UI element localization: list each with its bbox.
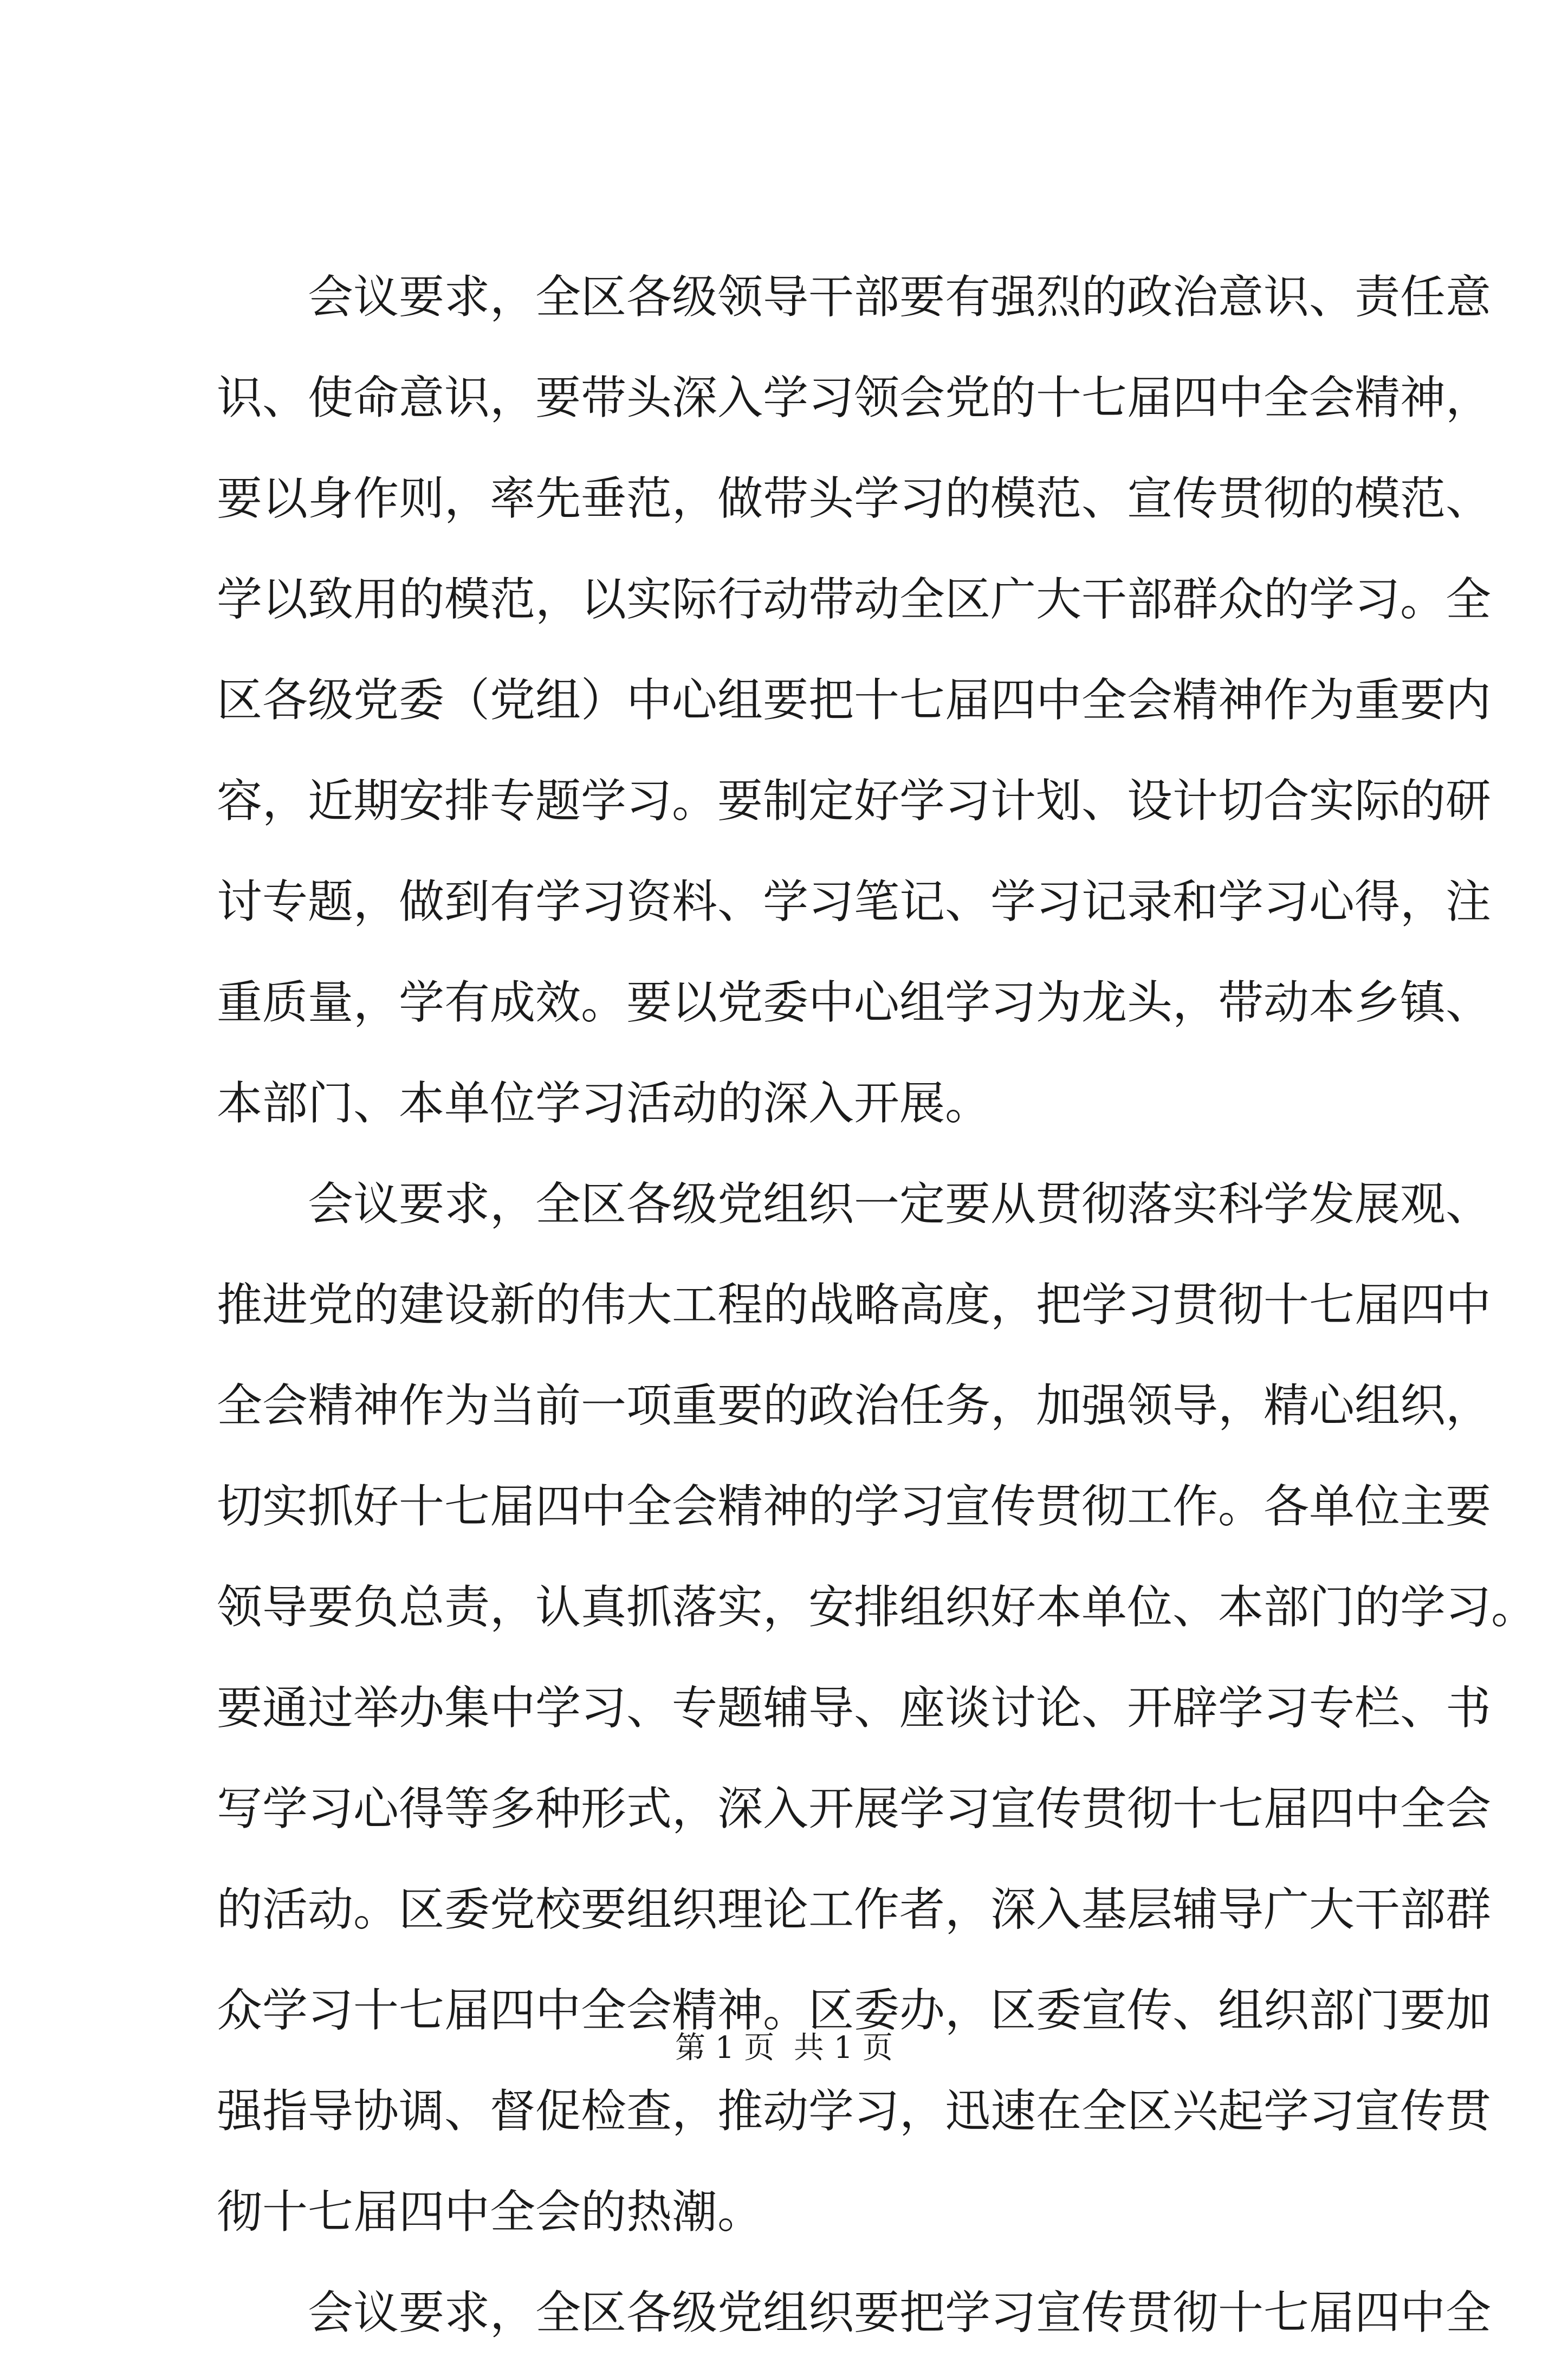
text-line: 容，近期安排专题学习。要制定好学习计划、设计切合实际的研: [217, 774, 1492, 827]
text-line: 讨专题，做到有学习资料、学习笔记、学习记录和学习心得，注: [217, 875, 1492, 928]
text-line: 要以身作则，率先垂范，做带头学习的模范、宣传贯彻的模范、: [217, 472, 1492, 525]
text-line: 众学习十七届四中全会精神。区委办，区委宣传、组织部门要加: [217, 1984, 1492, 2037]
text-line: 领导要负总责，认真抓落实，安排组织好本单位、本部门的学习。: [217, 1581, 1537, 1634]
text-line: 强指导协调、督促检查，推动学习，迅速在全区兴起学习宣传贯: [217, 2084, 1492, 2138]
text-line: 彻十七届四中全会的热潮。: [217, 2185, 763, 2238]
page-number-footer: 第 1 页 共 1 页: [675, 2030, 893, 2066]
text-line: 会议要求，全区各级党组织一定要从贯彻落实科学发展观、: [308, 1177, 1492, 1231]
text-line: 本部门、本单位学习活动的深入开展。: [217, 1077, 991, 1130]
text-line: 会议要求，全区各级党组织要把学习宣传贯彻十七届四中全: [308, 2286, 1492, 2339]
text-line: 区各级党委（党组）中心组要把十七届四中全会精神作为重要内: [217, 674, 1492, 727]
text-line: 写学习心得等多种形式，深入开展学习宣传贯彻十七届四中全会: [217, 1782, 1492, 1835]
text-line: 学以致用的模范，以实际行动带动全区广大干部群众的学习。全: [217, 573, 1492, 626]
text-line: 重质量，学有成效。要以党委中心组学习为龙头，带动本乡镇、: [217, 976, 1492, 1029]
text-line: 切实抓好十七届四中全会精神的学习宣传贯彻工作。各单位主要: [217, 1480, 1492, 1533]
text-line: 推进党的建设新的伟大工程的战略高度，把学习贯彻十七届四中: [217, 1278, 1492, 1331]
text-line: 识、使命意识，要带头深入学习领会党的十七届四中全会精神，: [217, 371, 1492, 424]
text-line: 会议要求，全区各级领导干部要有强烈的政治意识、责任意: [308, 270, 1492, 323]
text-line: 要通过举办集中学习、专题辅导、座谈讨论、开辟学习专栏、书: [217, 1681, 1492, 1734]
text-line: 的活动。区委党校要组织理论工作者，深入基层辅导广大干部群: [217, 1883, 1492, 1936]
text-line: 全会精神作为当前一项重要的政治任务，加强领导，精心组织，: [217, 1379, 1492, 1432]
